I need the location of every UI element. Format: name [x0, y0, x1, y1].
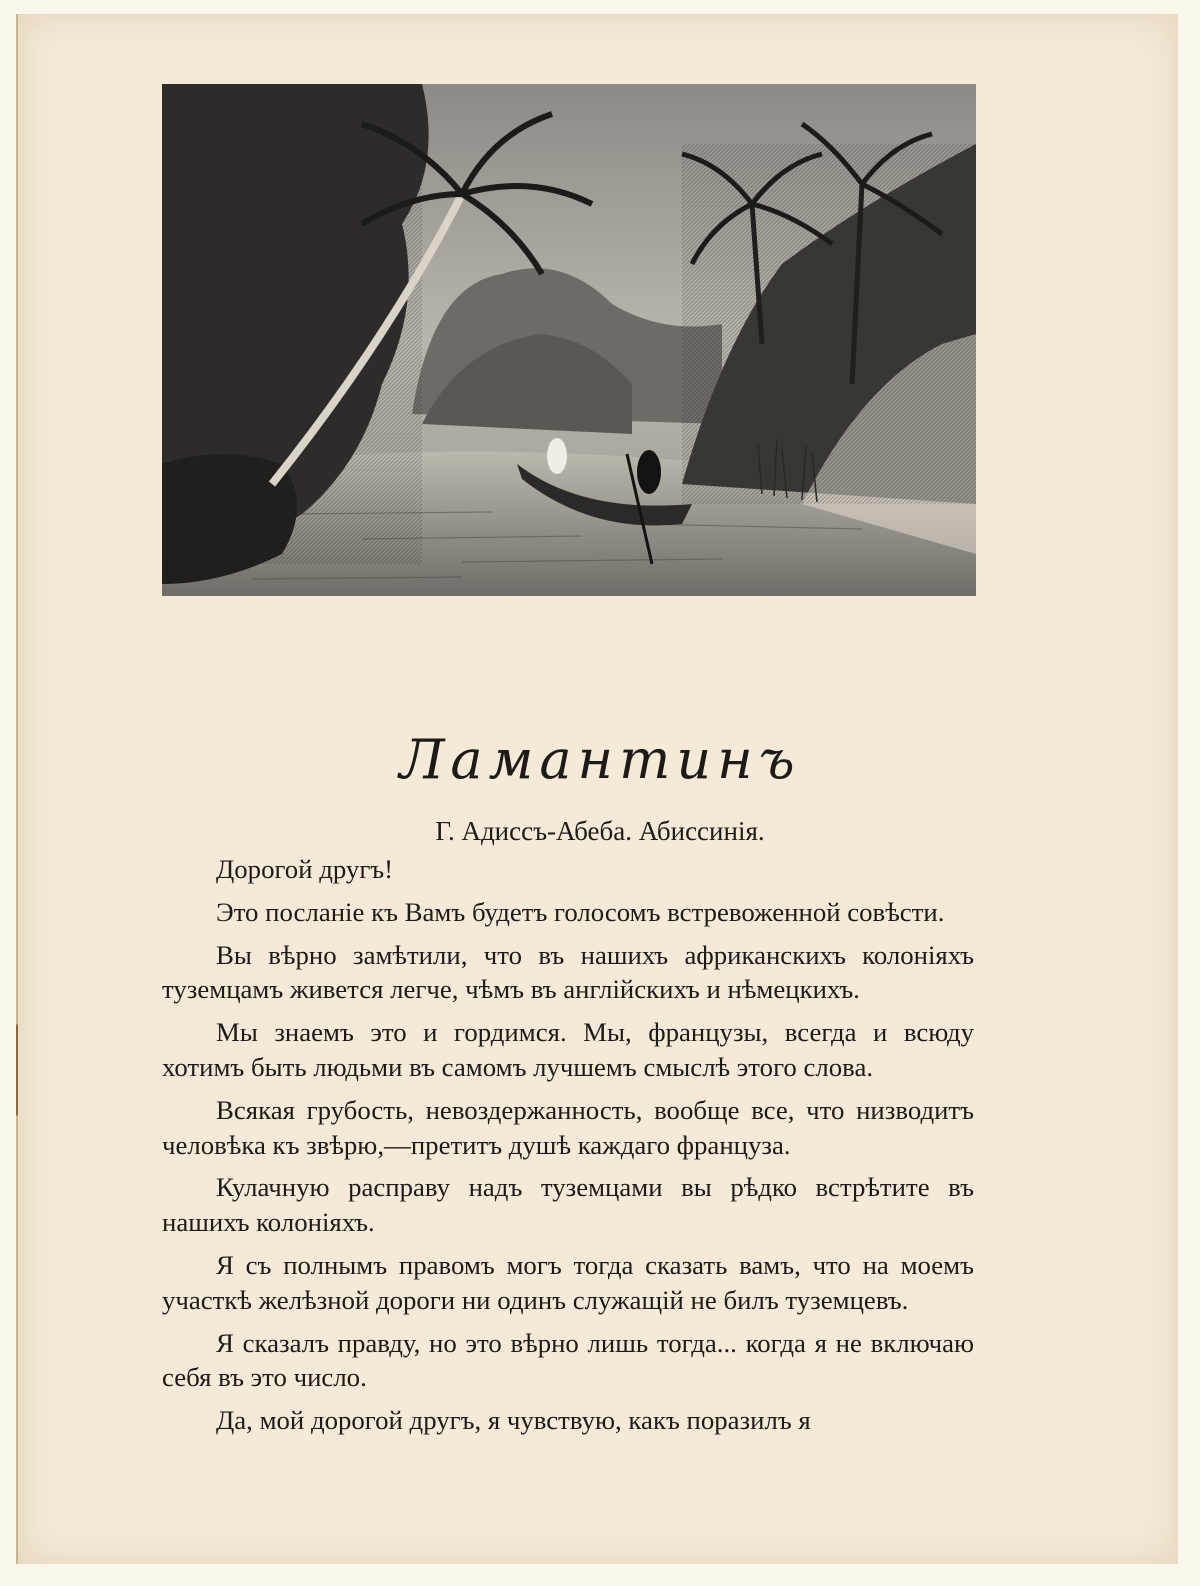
- paragraph: Всякая грубость, невоздержанность, вообще все, что низводитъ человѣка къ звѣрю,—претитъ душѣ каждаго француза.: [162, 1094, 974, 1160]
- paragraph: Я съ полнымъ правомъ могъ тогда сказать вамъ, что на моемъ участкѣ желѣзной дороги ни одинъ служащій не билъ туземцевъ.: [162, 1249, 974, 1315]
- paragraph: Мы знаемъ это и гордимся. Мы, французы, всегда и всюду хотимъ быть людьми въ самомъ лучшемъ смыслѣ этого слова.: [162, 1017, 974, 1082]
- article-title: Ламантинъ: [399, 728, 801, 791]
- paragraph: Я сказалъ правду, но это вѣрно лишь тогда... когда я не включаю себя въ это число.: [162, 1327, 974, 1393]
- letter-body: [162, 852, 974, 1438]
- river-engraving: [162, 84, 976, 596]
- dateline: Г. Адиссъ-Абеба. Абиссинія.: [435, 816, 765, 846]
- paragraph: Вы вѣрно замѣтили, что въ нашихъ африканскихъ колоніяхъ туземцамъ живется легче, чѣмъ въ англійскихъ и нѣмецкихъ.: [162, 939, 974, 1005]
- binding-stitch: [16, 1024, 24, 1116]
- paragraph: Да, мой дорогой другъ, я чувствую, какъ поразилъ я: [216, 1405, 811, 1436]
- salutation: Дорогой другъ!: [216, 854, 394, 884]
- river-illustration: [162, 84, 976, 596]
- paragraph: Кулачную расправу надъ туземцами вы рѣдко встрѣтите въ нашихъ колоніяхъ.: [162, 1172, 974, 1238]
- paragraph: Это посланіе къ Вамъ будетъ голосомъ встревоженной совѣсти.: [216, 896, 945, 927]
